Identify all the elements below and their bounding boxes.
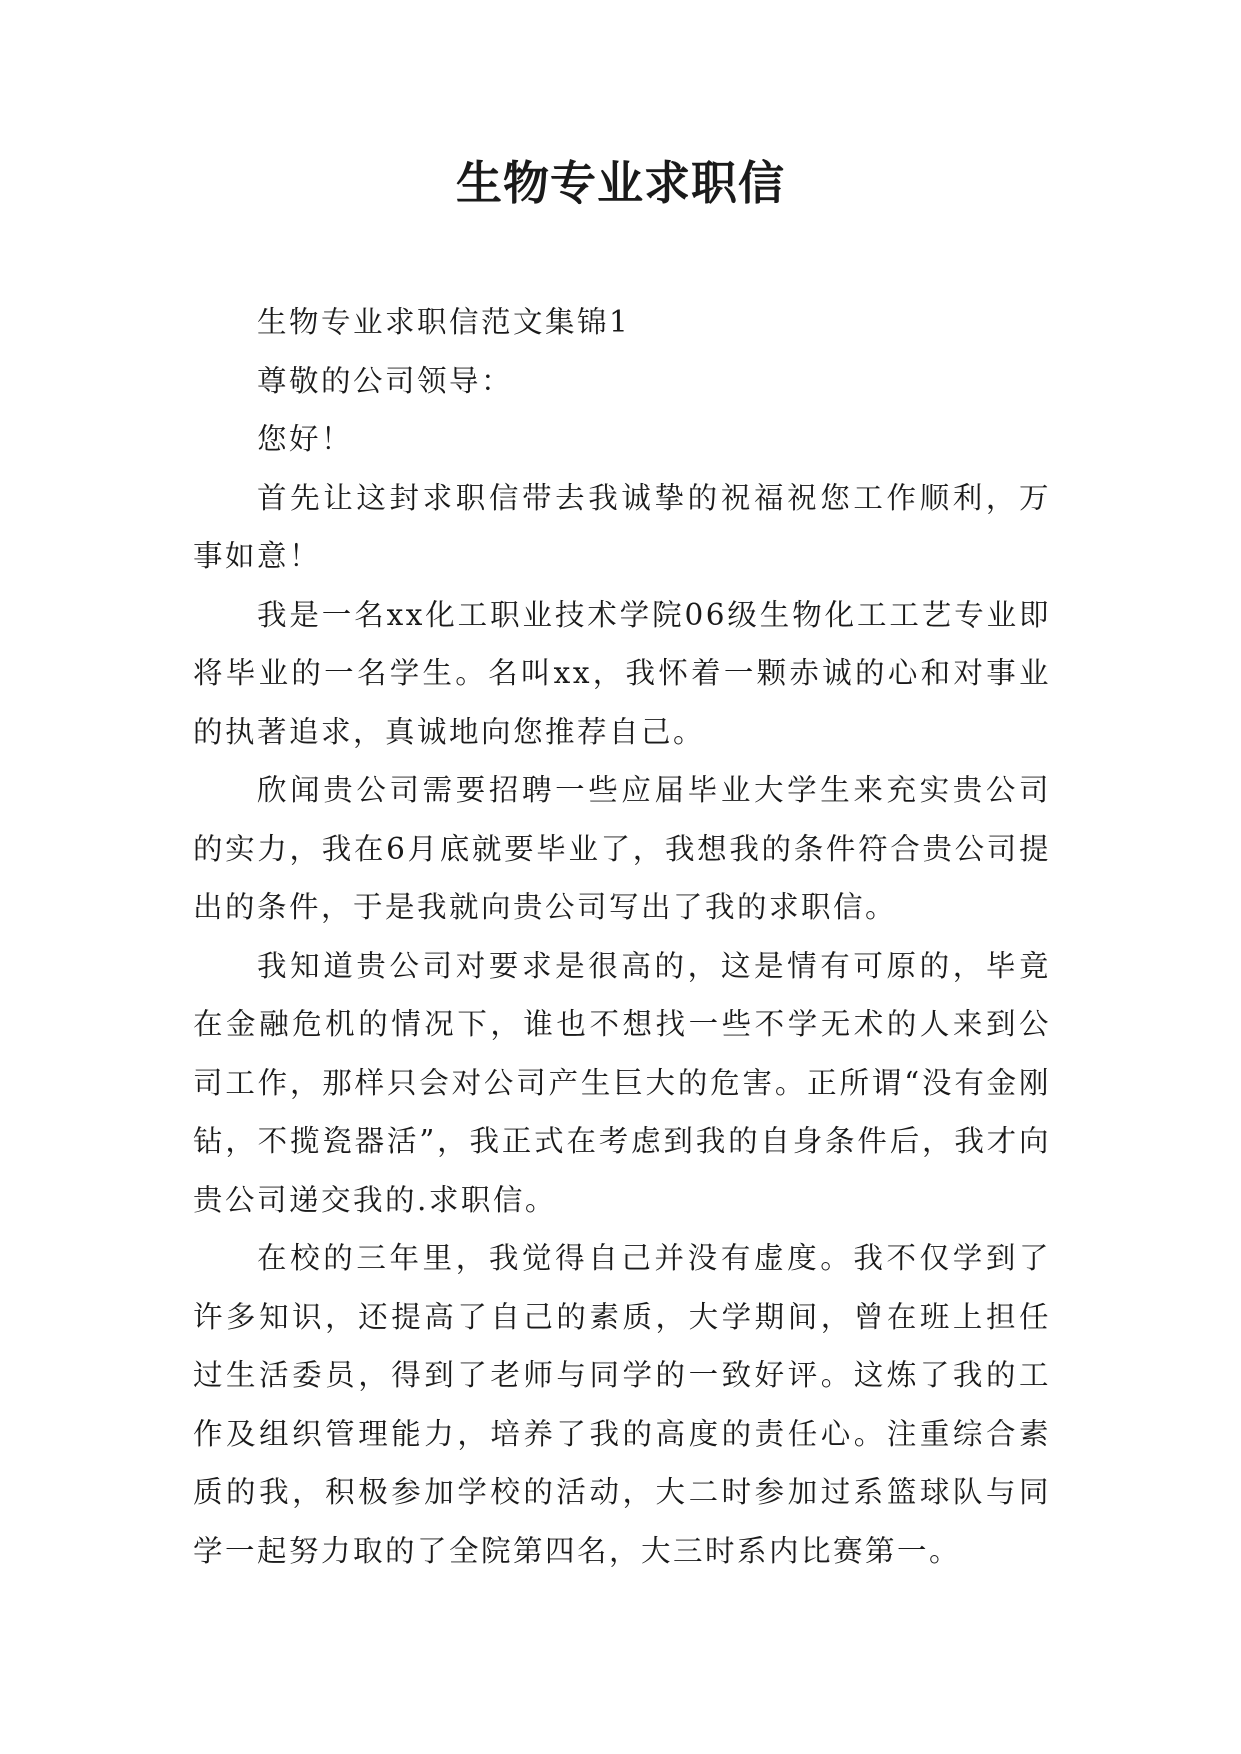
paragraph: 在校的三年里，我觉得自己并没有虚度。我不仅学到了许多知识，还提高了自己的素质，大学期间，曾在班上担任过生活委员，得到了老师与同学的一致好评。这炼了我的工作及组织管理能力，培养了我的高度的责任心。注重综合素质的我，积极参加学校的活动，大二时参加过系篮球队与同学一起努力取的了全院第四名，大三时系内比赛第一。 xyxy=(193,1241,1051,1568)
paragraph-heading: 生物专业求职信范文集锦1 xyxy=(257,305,631,339)
document-body xyxy=(193,293,1051,1580)
paragraph-greeting: 您好！ xyxy=(257,422,354,456)
paragraph: 我知道贵公司对要求是很高的，这是情有可原的，毕竟在金融危机的情况下，谁也不想找一些不学无术的人来到公司工作，那样只会对公司产生巨大的危害。正所谓“没有金刚钻，不揽瓷器活”，我正式在考虑到我的自身条件后，我才向贵公司递交我的.求职信。 xyxy=(193,948,1051,1217)
paragraph-salutation: 尊敬的公司领导： xyxy=(257,363,514,398)
paragraph: 我是一名xx化工职业技术学院06级生物化工工艺专业即将毕业的一名学生。名叫xx，我怀着一颗赤诚的心和对事业的执著追求，真诚地向您推荐自己。 xyxy=(193,597,1051,749)
document-title: 生物专业求职信 xyxy=(456,156,785,210)
paragraph: 欣闻贵公司需要招聘一些应届毕业大学生来充实贵公司的实力，我在6月底就要毕业了，我想我的条件符合贵公司提出的条件，于是我就向贵公司写出了我的求职信。 xyxy=(193,773,1051,924)
paragraph: 首先让这封求职信带去我诚挚的祝福祝您工作顺利，万事如意！ xyxy=(193,480,1051,573)
